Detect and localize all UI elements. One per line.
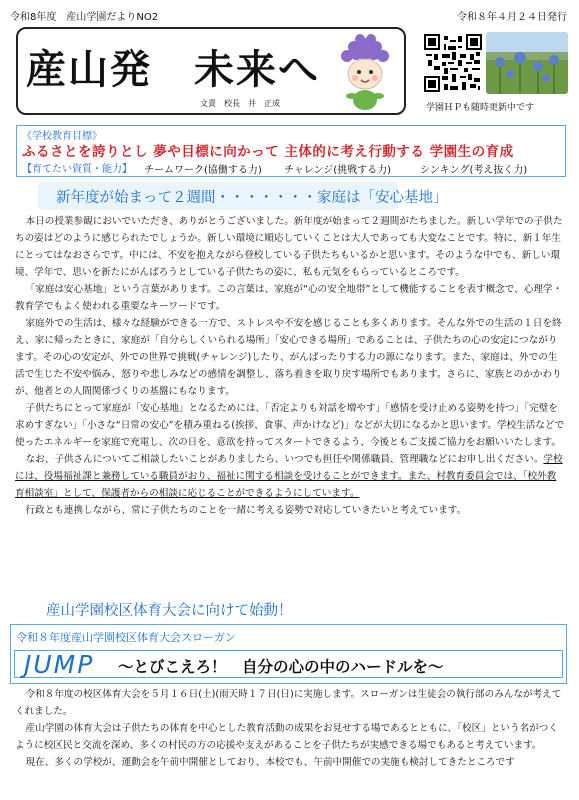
homepage-note: 学園ＨＰも随時更新中です bbox=[426, 103, 535, 113]
newsletter-number: 令和8年度 産山学園だよりNO2 bbox=[10, 12, 159, 23]
paragraph: 家庭外での生活は、様々な経験ができる一方で、ストレスや不安を感じることも多くあります。そんな外での生活の１日を終え、家に帰ったときに、家庭が「自分らしくいられる場所」「安心できる場所」であることは、子供たちの心の安定につながります。その心の安定が、外での世界で挑戦(チャレンジ)したり、がんばったりする力の源になります。また、家庭は、外での生活で生じた不安や悩み、怒りや悲しみなどの感情を調整し、落ち着きを取り戻す場所でもあります。さらに、家族とのかかわりが、他者との人間関係づくりの基盤にもなります。 bbox=[15, 318, 562, 397]
paragraph bbox=[15, 451, 565, 502]
qr-code-icon[interactable] bbox=[424, 34, 482, 92]
section-body-sports-day bbox=[15, 686, 565, 771]
skill-teamwork: チームワーク(協働する力) bbox=[144, 165, 262, 176]
author-line: 文責 校長 井 正成 bbox=[200, 99, 280, 108]
goals-label: 《学校教育目標》 bbox=[22, 131, 102, 142]
slogan-text: ～とびこえろ！ 自分の心の中のハードルを～ bbox=[118, 658, 444, 676]
skill-challenge: チャレンジ(挑戦する力) bbox=[284, 165, 392, 176]
issue-date: 令和８年４月２４日発行 bbox=[457, 12, 567, 23]
consultation-text: なお、子供さんについてご相談したいことがありましたら、いつでも担任や関係職員、管理職などにお申し出ください。 bbox=[25, 454, 544, 465]
section-heading-anshin: 新年度が始まって２週間・・・・・・・家庭は「安心基地」 bbox=[56, 190, 448, 206]
skill-thinking: シンキング(考え抜く力) bbox=[420, 165, 528, 176]
slogan-label: 令和８年度産山学園校区体育大会スローガン bbox=[16, 631, 236, 644]
paragraph: 本日の授業参観においでいただき、ありがとうございました。新年度が始まって２週間がたちました。新しい学年での子供たちの姿はどのように感じられたでしょうか。新しい環境に順応していくことは大人であっても大変なことです。特に、新１年生にとってはなおさらです。中には、不安を抱えながら登校している子供たちもいるかと思います。そのような中でも、新しい環境、学年で、思いを新たにがんばろうとしている子供たちの姿に、私も元気をもらっているところです。 bbox=[15, 216, 563, 278]
mascot-icon bbox=[330, 30, 400, 112]
page-title: 産山発 未来へ bbox=[26, 46, 320, 93]
paragraph: 行政とも連携しながら、常に子供たちのことを一緒に考える姿勢で対応していきたいと考えています。 bbox=[25, 505, 467, 516]
paragraph: 現在、多くの学校が、運動会を午前中開催としており、本校でも、午前中開催での実施も検討してきたところです bbox=[25, 757, 515, 768]
consultation-underlined: 学校には、役場福祉課と兼務している職員がおり、福祉に関する相談を受けることができます。また、村教育委員会では、「校外教育相談室」として、保護者からの相談に応じることができるようにしています。 bbox=[15, 454, 563, 499]
school-goal-statement: ふるさとを誇りとし 夢や目標に向かって 主体的に考え行動する 学園生の育成 bbox=[22, 144, 514, 160]
abilities-label: 【育てたい資質・能力】 bbox=[22, 164, 132, 175]
paragraph: 令和８年度の校区体育大会を５月１６日(土)(雨天時１７日(日)に実施します。スローガンは生徒会の執行部のみんなが考えてくれました。 bbox=[15, 689, 562, 717]
paragraph: 産山学園の体育大会は子供たちの体育を中心とした教育活動の成果をお見せする場であるとともに、「校区」という名がつくように校区民と交流を深め、多くの村民の方の応援や支えがあることを子供たちが実感できる場でもあると考えています。 bbox=[15, 723, 558, 751]
section-body-anshin bbox=[15, 213, 565, 519]
paragraph: 子供たちにとって家庭が「安心基地」となるためには、「否定よりも対話を増やす」「感情を受け止める姿勢を持つ」「完璧を求めすぎない」「小さな“日常の安心”を積み重ねる(挨拶、食事、声かけなど)」などが大切になるかと思います。学校生活などで使ったエネルギーを家庭で充電し、次の日を、意欲を持ってスタートできるよう、今後ともご支援ご協力をお願いいたします。 bbox=[15, 403, 565, 448]
paragraph: 「家庭は安心基地」という言葉があります。この言葉は、家庭が“心の安全地帯”として機能することを表す概念で、心理学・教育学でもよく使われる重要なキーワードです。 bbox=[15, 284, 563, 312]
slogan-jump: JUMP bbox=[24, 650, 95, 679]
section-heading-sports-day: 産山学園校区体育大会に向けて始動！ bbox=[46, 603, 293, 619]
thistle-field-photo bbox=[486, 32, 568, 94]
